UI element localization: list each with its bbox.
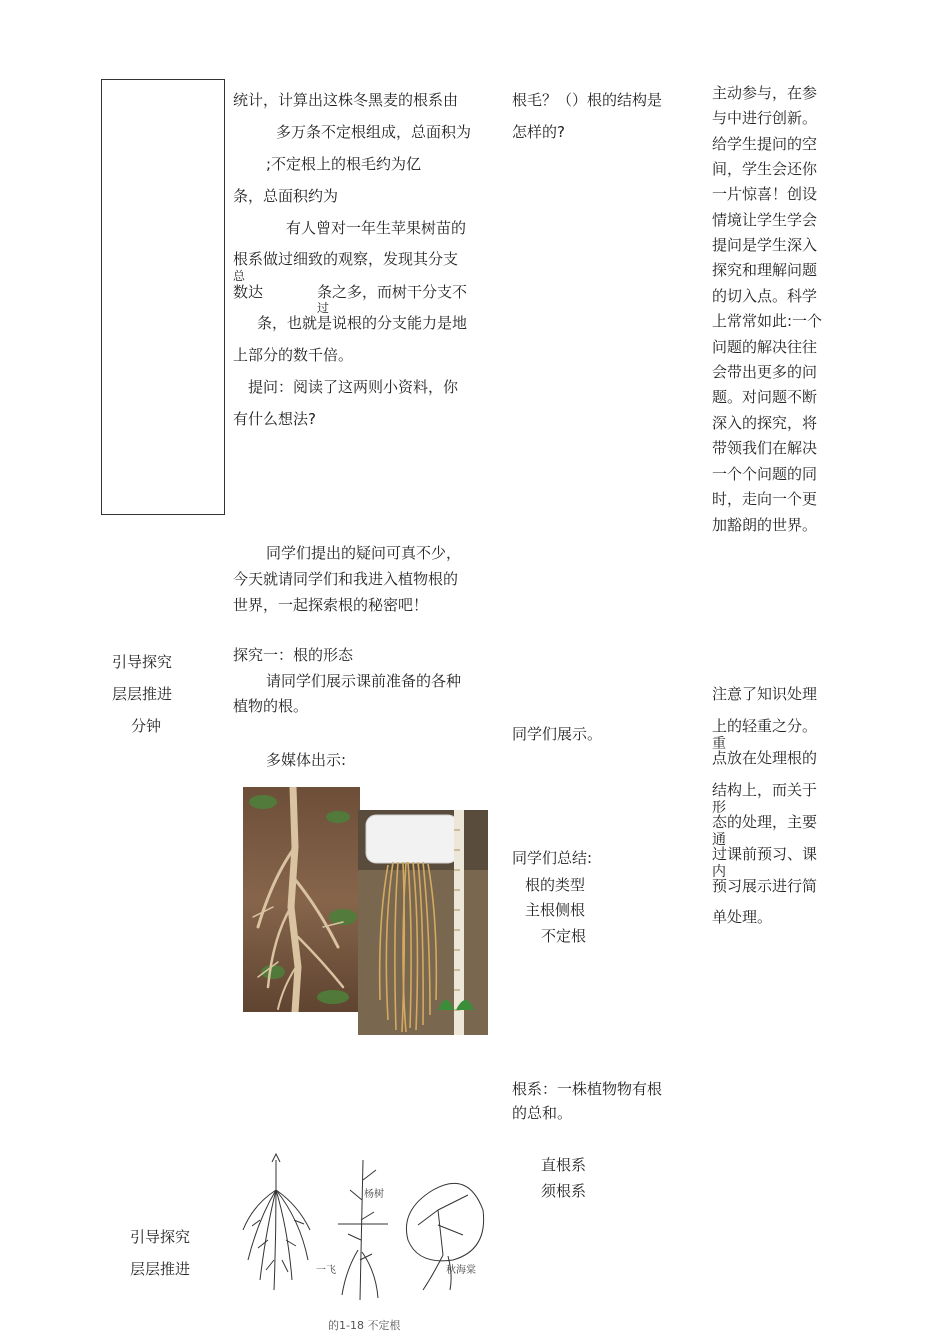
stage-label: 分钟 <box>131 717 162 735</box>
text-fragment: 通 <box>712 832 726 848</box>
text-fragment: 形 <box>712 800 726 816</box>
text-fragment: 过 <box>317 301 330 315</box>
text-line: 根系做过细致的观察，发现其分支 <box>233 250 459 268</box>
text-line: 条之多，而树干分支不 <box>317 283 468 301</box>
text-line: 单处理。 <box>712 908 773 926</box>
text-line: 的总和。 <box>512 1104 573 1122</box>
stage-label: 引导探究 <box>112 653 173 671</box>
text-line: 一个个问题的同 <box>712 465 818 483</box>
stage-label: 层层推进 <box>112 685 173 703</box>
section-heading: 探究一：根的形态 <box>233 646 354 664</box>
text-line: 与中进行创新。 <box>712 109 818 127</box>
text-line: 结构上，而关于 <box>712 781 818 799</box>
text-line: 同学们提出的疑问可真不少， <box>266 544 462 562</box>
text-line: 预习展示进行简 <box>712 877 818 895</box>
text-line: 根毛？（）根的结构是 <box>512 91 663 109</box>
text-line: 同学们总结: <box>512 849 593 867</box>
table-cell-border <box>101 79 225 515</box>
text-line: 的切入点。科学 <box>712 287 818 305</box>
text-line: 加豁朗的世界。 <box>712 516 818 534</box>
text-line: 怎样的? <box>512 123 565 141</box>
figure-caption: 的1-18 不定根 <box>328 1319 401 1332</box>
text-line: 根的类型 <box>525 876 586 894</box>
text-line: 今天就请同学们和我进入植物根的 <box>233 570 459 588</box>
text-line: 条，总面积约为 <box>233 187 339 205</box>
text-line: 同学们展示。 <box>512 725 603 743</box>
text-line: 直根系 <box>541 1156 587 1174</box>
text-line: 上常常如此:一个 <box>712 312 823 330</box>
text-line: 有什么想法? <box>233 410 316 428</box>
text-line: 数达 <box>233 283 264 301</box>
text-line: 过课前预习、课 <box>712 845 818 863</box>
text-line: 根系：一株植物物有根 <box>512 1080 663 1098</box>
text-line: ;不定根上的根毛约为亿 <box>266 155 422 173</box>
text-line: 点放在处理根的 <box>712 749 818 767</box>
sketch-label-2: 杨树 <box>364 1189 384 1200</box>
text-line: 带领我们在解决 <box>712 439 818 457</box>
text-line: 有人曾对一年生苹果树苗的 <box>286 219 467 237</box>
text-line: 主动参与，在参 <box>712 84 818 102</box>
text-line: 世界，一起探索根的秘密吧！ <box>233 596 429 614</box>
text-line: 条，也就是说根的分支能力是地 <box>257 314 468 332</box>
text-line: 多万条不定根组成，总面积为 <box>276 123 472 141</box>
text-line: 深入的探究，将 <box>712 414 818 432</box>
text-line: 给学生提问的空 <box>712 135 818 153</box>
text-line: 请同学们展示课前准备的各种 <box>266 672 462 690</box>
text-line: 上部分的数千倍。 <box>233 346 354 364</box>
text-line: 提问是学生深入 <box>712 236 818 254</box>
text-line: 提问：阅读了这两则小资料，你 <box>248 378 459 396</box>
text-line: 会带出更多的问 <box>712 363 818 381</box>
text-line: 探究和理解问题 <box>712 261 818 279</box>
text-line: 多媒体出示: <box>266 751 347 769</box>
text-line: 须根系 <box>541 1182 587 1200</box>
root-sketch-figure <box>238 1150 496 1310</box>
sketch-label-3: 秋海棠 <box>446 1265 476 1276</box>
text-line: 统计，计算出这株冬黑麦的根系由 <box>233 91 459 109</box>
text-line: 题。对问题不断 <box>712 388 818 406</box>
text-line: 上的轻重之分。 <box>712 717 818 735</box>
text-line: 问题的解决往往 <box>712 338 818 356</box>
sketch-label-1: 一飞 <box>316 1265 336 1276</box>
text-line: 时，走向一个更 <box>712 490 818 508</box>
fibrous-root-photo <box>358 810 488 1035</box>
text-line: 一片惊喜！创设 <box>712 185 818 203</box>
text-line: 主根侧根 <box>525 901 586 919</box>
text-fragment: 内 <box>712 864 726 880</box>
text-line: 不定根 <box>541 927 587 945</box>
text-fragment: 总 <box>233 269 246 283</box>
stage-label: 层层推进 <box>130 1260 191 1278</box>
text-line: 态的处理，主要 <box>712 813 818 831</box>
taproot-photo <box>243 787 360 1012</box>
text-line: 间，学生会还你 <box>712 160 818 178</box>
text-fragment: 重 <box>712 736 726 752</box>
text-line: 注意了知识处理 <box>712 685 818 703</box>
stage-label: 引导探究 <box>130 1228 191 1246</box>
text-line: 情境让学生学会 <box>712 211 818 229</box>
text-line: 植物的根。 <box>233 697 309 715</box>
